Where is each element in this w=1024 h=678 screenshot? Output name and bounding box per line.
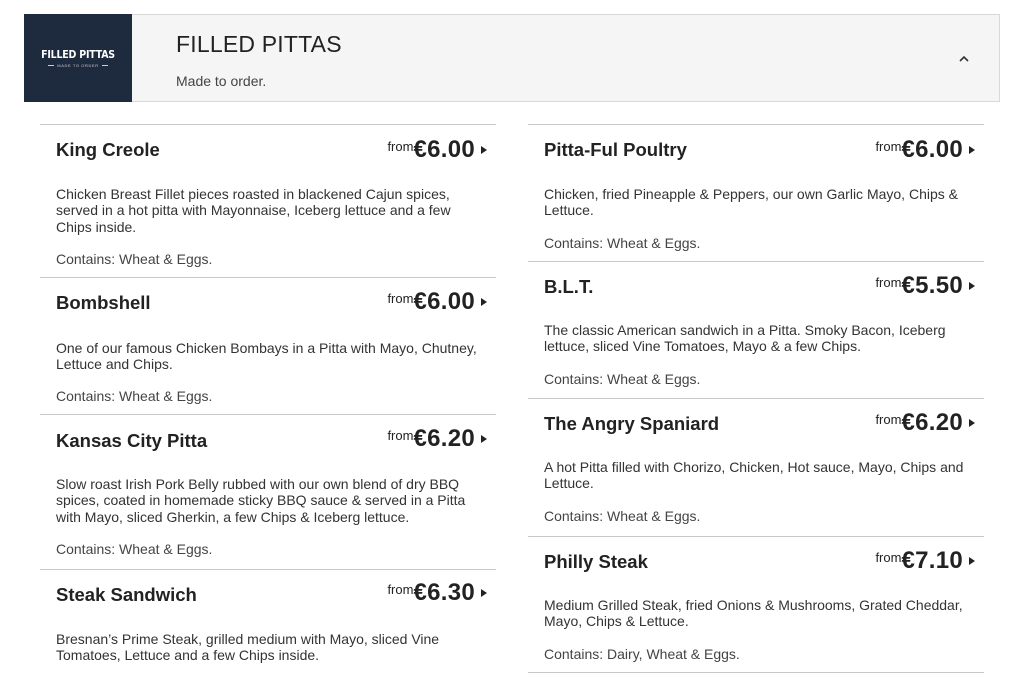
menu-item-pitta-ful-poultry[interactable]	[528, 124, 984, 261]
menu-item-blt[interactable]	[528, 261, 984, 398]
item-price[interactable]	[875, 138, 976, 162]
menu-item-king-creole[interactable]	[40, 124, 496, 277]
menu-item-kansas-city-pitta[interactable]	[40, 414, 496, 569]
item-price[interactable]	[387, 290, 488, 314]
category-logo	[24, 14, 132, 102]
caret-right-icon	[480, 297, 488, 307]
menu-column-left	[40, 124, 496, 678]
price-value: €6.00	[901, 136, 963, 163]
item-description: Chicken Breast Fillet pieces roasted in blackened Cajun spices, served in a hot pitta with Mayonnaise, Iceberg lettuce and a few Chips inside.	[56, 186, 451, 235]
price-value: €6.20	[901, 409, 963, 436]
caret-right-icon	[480, 434, 488, 444]
price-from-label: from	[875, 550, 902, 565]
caret-right-icon	[968, 145, 976, 155]
price-from-label: from	[875, 275, 902, 290]
item-price[interactable]	[387, 138, 488, 162]
item-name: Bombshell	[56, 292, 151, 313]
item-price[interactable]	[875, 274, 976, 298]
menu-item-bombshell[interactable]	[40, 277, 496, 414]
item-allergens: Contains: Wheat & Eggs.	[544, 371, 701, 387]
item-description: Chicken, fried Pineapple & Peppers, our own Garlic Mayo, Chips & Lettuce.	[544, 186, 958, 219]
price-from-label: from	[875, 139, 902, 154]
item-allergens: Contains: Dairy, Wheat & Eggs.	[544, 646, 740, 662]
caret-right-icon	[968, 418, 976, 428]
item-description: One of our famous Chicken Bombays in a Pitta with Mayo, Chutney, Lettuce and Chips.	[56, 340, 477, 373]
caret-right-icon	[968, 281, 976, 291]
item-description: The classic American sandwich in a Pitta. Smoky Bacon, Iceberg lettuce, sliced Vine Tomatoes, Mayo & a few Chips.	[544, 322, 946, 355]
caret-right-icon	[480, 588, 488, 598]
caret-right-icon	[968, 556, 976, 566]
logo-text: FILLED PITTAS	[41, 48, 115, 61]
menu-item-steak-sandwich[interactable]	[40, 569, 496, 678]
price-from-label: from	[387, 291, 414, 306]
price-value: €6.20	[413, 425, 475, 452]
item-name: Pitta-Ful Poultry	[544, 139, 687, 160]
item-description: Slow roast Irish Pork Belly rubbed with our own blend of dry BBQ spices, coated in homemade sticky BBQ sauce & served in a Pitta with Mayo, sliced Gherkin, a few Chips & Iceberg lettuce.	[56, 476, 466, 525]
price-value: €6.30	[413, 579, 475, 606]
logo-subtext: MADE TO ORDER	[48, 63, 107, 68]
item-name: Kansas City Pitta	[56, 430, 208, 451]
item-price[interactable]	[387, 427, 488, 451]
item-description: Medium Grilled Steak, fried Onions & Mushrooms, Grated Cheddar, Mayo, Chips & Lettuce.	[544, 597, 963, 630]
item-description: A hot Pitta filled with Chorizo, Chicken, Hot sauce, Mayo, Chips and Lettuce.	[544, 459, 964, 492]
category-subtitle: Made to order.	[176, 73, 267, 89]
price-value: €6.00	[413, 136, 475, 163]
item-name: Steak Sandwich	[56, 584, 197, 605]
item-price[interactable]	[875, 549, 976, 573]
price-value: €6.00	[413, 288, 475, 315]
price-value: €5.50	[901, 272, 963, 299]
item-price[interactable]	[875, 411, 976, 435]
item-allergens: Contains: Wheat & Eggs.	[544, 235, 701, 251]
item-allergens: Contains: Wheat & Eggs.	[544, 508, 701, 524]
menu-item-philly-steak[interactable]	[528, 536, 984, 673]
item-allergens: Contains: Wheat & Eggs.	[56, 251, 213, 267]
item-name: B.L.T.	[544, 276, 594, 297]
item-description: Bresnan’s Prime Steak, grilled medium with Mayo, sliced Vine Tomatoes, Lettuce and a few Chips inside.	[56, 631, 440, 664]
category-header[interactable]	[24, 14, 1000, 102]
caret-right-icon	[480, 145, 488, 155]
item-allergens: Contains: Wheat & Eggs.	[56, 541, 213, 557]
price-from-label: from	[875, 412, 902, 427]
category-header-text	[132, 15, 929, 101]
item-allergens: Contains: Wheat & Eggs.	[56, 388, 213, 404]
item-name: Philly Steak	[544, 551, 648, 572]
price-from-label: from	[387, 428, 414, 443]
item-price[interactable]	[387, 581, 488, 605]
item-name: King Creole	[56, 139, 160, 160]
item-name: The Angry Spaniard	[544, 413, 720, 434]
price-from-label: from	[387, 582, 414, 597]
category-title: FILLED PITTAS	[176, 31, 342, 57]
price-from-label: from	[387, 139, 414, 154]
price-value: €7.10	[901, 547, 963, 574]
menu-item-the-angry-spaniard[interactable]	[528, 398, 984, 536]
menu-column-right	[528, 124, 984, 673]
chevron-up-icon[interactable]	[929, 15, 999, 101]
